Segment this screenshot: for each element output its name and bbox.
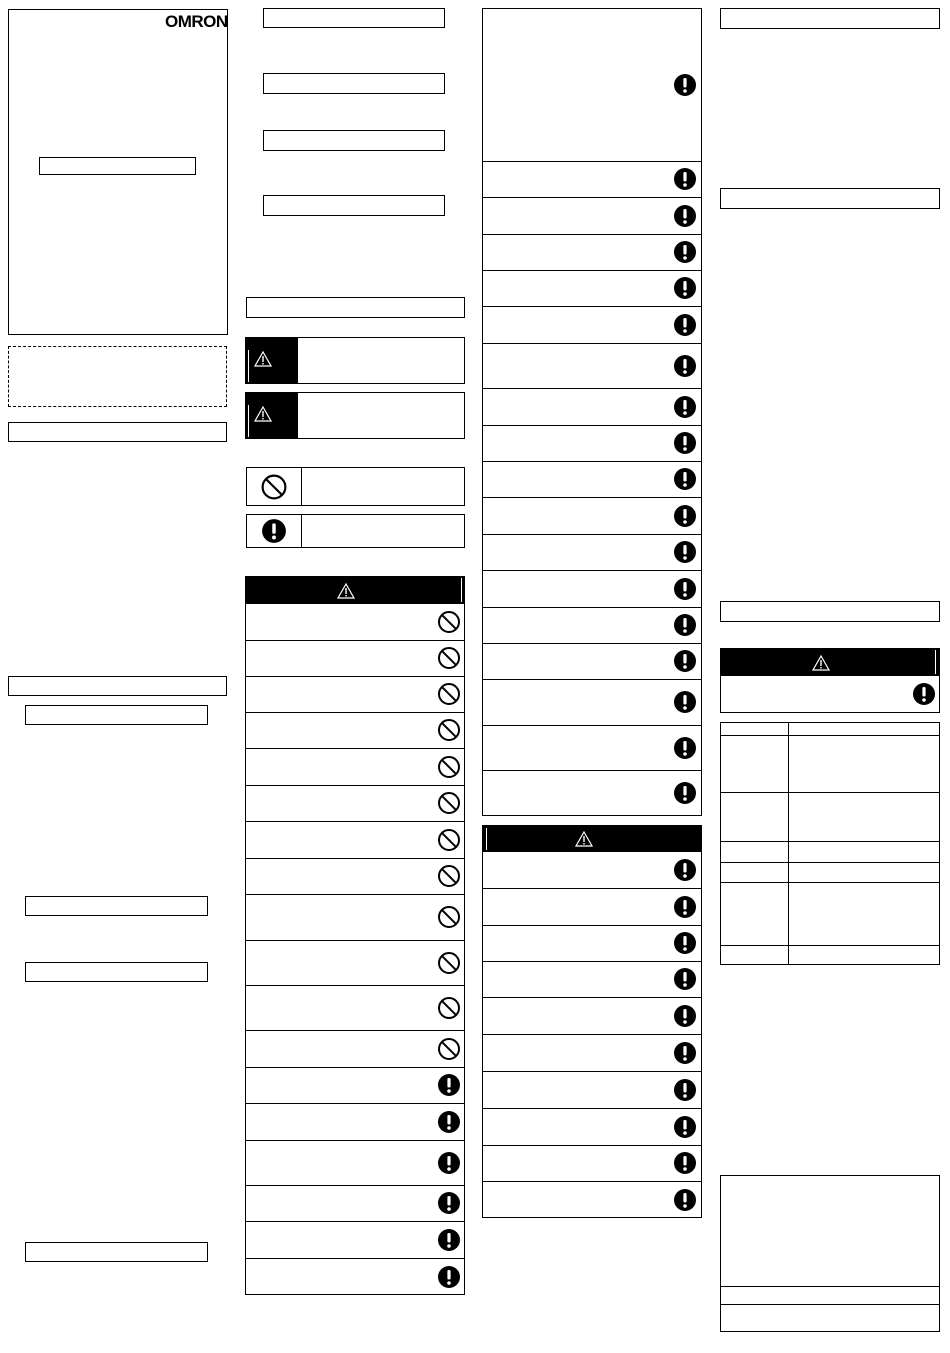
exclamation-icon xyxy=(437,1265,461,1289)
prohibition-icon xyxy=(437,951,461,975)
table-row-divider xyxy=(245,640,465,641)
table-row-divider xyxy=(482,1071,702,1072)
spec-table-row-line xyxy=(720,862,940,863)
exclamation-icon xyxy=(673,967,697,991)
exclamation-icon xyxy=(673,276,697,300)
warning-table-1-header xyxy=(245,576,465,604)
prohibition-icon xyxy=(437,1037,461,1061)
exclamation-icon xyxy=(437,1191,461,1215)
table-row-divider xyxy=(245,1221,465,1222)
exclamation-icon xyxy=(673,240,697,264)
warning-triangle-icon xyxy=(812,655,830,671)
table-row-divider xyxy=(245,748,465,749)
prohibition-icon xyxy=(437,610,461,634)
table-row-divider xyxy=(482,643,702,644)
exclamation-icon xyxy=(437,1151,461,1175)
notice-box xyxy=(8,346,227,407)
caution-table-header-edge xyxy=(486,828,487,850)
table-row-divider xyxy=(482,497,702,498)
warning-triangle-icon xyxy=(254,351,272,367)
spec-table-row-line xyxy=(720,945,940,946)
exclamation-icon xyxy=(673,690,697,714)
exclamation-icon xyxy=(673,204,697,228)
spec-table xyxy=(720,722,940,965)
exclamation-icon xyxy=(673,1004,697,1028)
table-row-divider xyxy=(482,1181,702,1182)
table-row-divider xyxy=(482,961,702,962)
table-row-divider xyxy=(245,821,465,822)
exclamation-icon xyxy=(673,1188,697,1212)
table-row-divider xyxy=(482,1145,702,1146)
exclamation-icon xyxy=(673,467,697,491)
exclamation-icon xyxy=(673,858,697,882)
warning-box-col4-header xyxy=(720,648,940,676)
table-row-divider xyxy=(482,306,702,307)
prohibition-icon xyxy=(261,474,287,500)
exclamation-icon xyxy=(261,518,287,544)
exclamation-icon xyxy=(437,1228,461,1252)
exclamation-icon xyxy=(673,1115,697,1139)
exclamation-icon xyxy=(673,649,697,673)
exclamation-icon xyxy=(673,167,697,191)
table-row-divider xyxy=(245,940,465,941)
section-heading-1 xyxy=(8,422,227,442)
exclamation-icon xyxy=(673,504,697,528)
table-row-divider xyxy=(482,997,702,998)
prohibition-icon xyxy=(437,682,461,706)
table-row-divider xyxy=(482,1108,702,1109)
warning-box-col4-header-edge xyxy=(935,650,936,674)
table-row-divider xyxy=(245,985,465,986)
prohibition-icon xyxy=(437,828,461,852)
exclamation-icon xyxy=(437,1110,461,1134)
table-row-divider xyxy=(245,1258,465,1259)
table-row-divider xyxy=(482,425,702,426)
brand-logo: OMRON xyxy=(165,12,228,31)
table-row-divider xyxy=(482,197,702,198)
warning-table-2 xyxy=(482,8,702,816)
prohibition-icon xyxy=(437,755,461,779)
col2-heading-3 xyxy=(263,130,445,151)
table-row-divider xyxy=(245,1140,465,1141)
subsection-heading-4 xyxy=(25,1242,208,1262)
prohibition-icon xyxy=(437,996,461,1020)
table-row-divider xyxy=(245,1185,465,1186)
table-row-divider xyxy=(482,1034,702,1035)
table-row-divider xyxy=(482,725,702,726)
signal-label-1-divider xyxy=(248,350,249,382)
exclamation-icon xyxy=(673,1078,697,1102)
table-row-divider xyxy=(482,343,702,344)
table-row-divider xyxy=(245,1067,465,1068)
exclamation-icon xyxy=(673,895,697,919)
prohibition-icon xyxy=(437,718,461,742)
table-row-divider xyxy=(245,1103,465,1104)
warning-triangle-icon xyxy=(575,831,593,847)
table-row-divider xyxy=(245,1030,465,1031)
exclamation-icon xyxy=(673,540,697,564)
table-row-divider xyxy=(482,461,702,462)
table-row-divider xyxy=(482,925,702,926)
subsection-heading-1 xyxy=(25,705,208,725)
section-heading-2 xyxy=(8,676,227,696)
model-name-box xyxy=(39,157,196,175)
table-row-divider xyxy=(482,888,702,889)
table-row-divider xyxy=(482,388,702,389)
warning-table-1-header-edge xyxy=(461,578,462,602)
table-row-divider xyxy=(482,161,702,162)
prohibition-icon xyxy=(437,791,461,815)
contact-box-divider xyxy=(720,1304,940,1305)
table-row-divider xyxy=(245,894,465,895)
col4-heading-1 xyxy=(720,8,940,29)
exclamation-icon xyxy=(673,931,697,955)
warning-triangle-icon xyxy=(337,583,355,599)
caution-table xyxy=(482,825,702,1218)
exclamation-icon xyxy=(673,313,697,337)
col2-heading-1 xyxy=(263,8,445,28)
prohibition-icon xyxy=(437,905,461,929)
symbol-legend-divider xyxy=(301,467,302,506)
exclamation-icon xyxy=(673,781,697,805)
table-row-divider xyxy=(245,676,465,677)
table-row-divider xyxy=(482,770,702,771)
exclamation-icon xyxy=(912,682,936,706)
table-row-divider xyxy=(482,270,702,271)
table-row-divider xyxy=(245,785,465,786)
table-row-divider xyxy=(245,712,465,713)
exclamation-icon xyxy=(437,1073,461,1097)
exclamation-icon xyxy=(673,354,697,378)
spec-table-row-line xyxy=(720,735,940,736)
symbol-legend-divider xyxy=(301,514,302,548)
exclamation-icon xyxy=(673,73,697,97)
exclamation-icon xyxy=(673,395,697,419)
warning-table-1 xyxy=(245,576,465,1295)
contact-box xyxy=(720,1175,940,1332)
spec-table-column-divider xyxy=(788,722,789,965)
exclamation-icon xyxy=(673,1151,697,1175)
spec-table-row-line xyxy=(720,792,940,793)
col4-heading-3 xyxy=(720,601,940,622)
exclamation-icon xyxy=(673,431,697,455)
table-row-divider xyxy=(482,234,702,235)
table-row-divider xyxy=(482,534,702,535)
table-row-divider xyxy=(482,607,702,608)
contact-box-divider xyxy=(720,1286,940,1287)
prohibition-icon xyxy=(437,646,461,670)
table-row-divider xyxy=(482,679,702,680)
warning-triangle-icon xyxy=(254,406,272,422)
subsection-heading-2 xyxy=(25,896,208,916)
prohibition-icon xyxy=(437,864,461,888)
table-row-divider xyxy=(482,570,702,571)
col2-heading-2 xyxy=(263,73,445,94)
safety-section-heading xyxy=(246,297,465,318)
subsection-heading-3 xyxy=(25,962,208,982)
exclamation-icon xyxy=(673,1041,697,1065)
signal-label-2-divider xyxy=(248,405,249,437)
table-row-divider xyxy=(245,858,465,859)
exclamation-icon xyxy=(673,577,697,601)
col2-heading-4 xyxy=(263,195,445,216)
exclamation-icon xyxy=(673,736,697,760)
exclamation-icon xyxy=(673,613,697,637)
spec-table-row-line xyxy=(720,882,940,883)
col4-heading-2 xyxy=(720,188,940,209)
spec-table-row-line xyxy=(720,841,940,842)
